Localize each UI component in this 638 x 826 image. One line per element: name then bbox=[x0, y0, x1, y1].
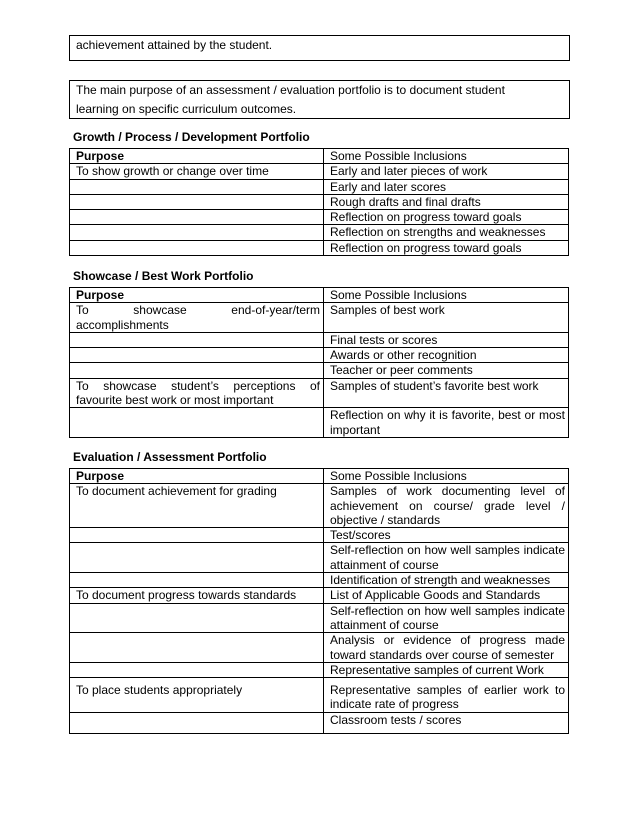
intro-text-box bbox=[69, 35, 570, 61]
purpose-text-line-2: learning on specific curriculum outcomes. bbox=[76, 102, 297, 116]
purpose-cell bbox=[70, 194, 324, 209]
table-row bbox=[70, 603, 569, 633]
inclusion-cell: Final tests or scores bbox=[324, 332, 569, 347]
purpose-text-line-1: The main purpose of an assessment / evaluation portfolio is to document student bbox=[76, 83, 505, 97]
inclusion-cell: Awards or other recognition bbox=[324, 348, 569, 363]
purpose-cell bbox=[70, 363, 324, 378]
purpose-cell: To show growth or change over time bbox=[70, 164, 324, 179]
purpose-cell bbox=[70, 573, 324, 588]
purpose-cell bbox=[70, 662, 324, 677]
table-row bbox=[70, 588, 569, 603]
inclusion-cell: Identification of strength and weaknesses bbox=[324, 573, 569, 588]
table-row bbox=[70, 712, 569, 733]
purpose-cell bbox=[70, 240, 324, 255]
inclusion-cell: Reflection on why it is favorite, best or most important bbox=[324, 408, 569, 438]
purpose-cell bbox=[70, 210, 324, 225]
growth-portfolio-heading: Growth / Process / Development Portfolio bbox=[73, 130, 310, 144]
inclusion-cell: Test/scores bbox=[324, 528, 569, 543]
inclusion-cell: Representative samples of earlier work to indicate rate of progress bbox=[324, 678, 569, 713]
showcase-portfolio-table bbox=[69, 287, 569, 438]
inclusion-cell: Teacher or peer comments bbox=[324, 363, 569, 378]
purpose-cell bbox=[70, 225, 324, 240]
inclusion-cell: Samples of student’s favorite best work bbox=[324, 378, 569, 408]
purpose-cell bbox=[70, 603, 324, 633]
purpose-cell bbox=[70, 348, 324, 363]
purpose-cell bbox=[70, 712, 324, 733]
purpose-cell bbox=[70, 408, 324, 438]
inclusions-header: Some Possible Inclusions bbox=[324, 288, 569, 303]
table-row bbox=[70, 573, 569, 588]
purpose-cell: To document achievement for grading bbox=[70, 484, 324, 528]
table-row bbox=[70, 240, 569, 255]
table-row bbox=[70, 378, 569, 408]
table-row bbox=[70, 179, 569, 194]
evaluation-portfolio-table bbox=[69, 468, 569, 734]
purpose-header: Purpose bbox=[70, 149, 324, 164]
purpose-cell bbox=[70, 633, 324, 663]
table-row bbox=[70, 164, 569, 179]
table-row bbox=[70, 303, 569, 333]
purpose-cell: To showcase end-of-year/term accomplishments bbox=[70, 303, 324, 333]
purpose-header: Purpose bbox=[70, 288, 324, 303]
showcase-portfolio-heading: Showcase / Best Work Portfolio bbox=[73, 269, 254, 283]
inclusion-cell: Reflection on progress toward goals bbox=[324, 240, 569, 255]
purpose-cell: To document progress towards standards bbox=[70, 588, 324, 603]
growth-portfolio-table bbox=[69, 148, 569, 256]
table-row bbox=[70, 194, 569, 209]
purpose-cell bbox=[70, 528, 324, 543]
purpose-cell: To showcase student’s perceptions of favourite best work or most important bbox=[70, 378, 324, 408]
table-row bbox=[70, 678, 569, 713]
table-row bbox=[70, 210, 569, 225]
purpose-cell bbox=[70, 179, 324, 194]
inclusion-cell: Rough drafts and final drafts bbox=[324, 194, 569, 209]
table-row bbox=[70, 662, 569, 677]
table-row bbox=[70, 408, 569, 438]
inclusions-header: Some Possible Inclusions bbox=[324, 469, 569, 484]
table-row bbox=[70, 332, 569, 347]
inclusion-cell: Analysis or evidence of progress made toward standards over course of semester bbox=[324, 633, 569, 663]
inclusion-cell: Reflection on progress toward goals bbox=[324, 210, 569, 225]
inclusion-cell: List of Applicable Goods and Standards bbox=[324, 588, 569, 603]
purpose-text-box bbox=[69, 80, 570, 119]
inclusion-cell: Early and later pieces of work bbox=[324, 164, 569, 179]
table-row bbox=[70, 363, 569, 378]
inclusion-cell: Early and later scores bbox=[324, 179, 569, 194]
inclusion-cell: Samples of best work bbox=[324, 303, 569, 333]
table-row bbox=[70, 348, 569, 363]
table-header-row bbox=[70, 469, 569, 484]
purpose-cell bbox=[70, 543, 324, 573]
inclusion-cell: Samples of work documenting level of achievement on course/ grade level / objective / standards bbox=[324, 484, 569, 528]
inclusion-cell: Self-reflection on how well samples indicate attainment of course bbox=[324, 603, 569, 633]
inclusion-cell: Reflection on strengths and weaknesses bbox=[324, 225, 569, 240]
inclusion-cell: Classroom tests / scores bbox=[324, 712, 569, 733]
inclusion-cell: Self-reflection on how well samples indicate attainment of course bbox=[324, 543, 569, 573]
purpose-header: Purpose bbox=[70, 469, 324, 484]
table-row bbox=[70, 633, 569, 663]
purpose-cell bbox=[70, 332, 324, 347]
purpose-cell: To place students appropriately bbox=[70, 678, 324, 713]
inclusion-cell: Representative samples of current Work bbox=[324, 662, 569, 677]
table-row bbox=[70, 225, 569, 240]
table-row bbox=[70, 484, 569, 528]
evaluation-portfolio-heading: Evaluation / Assessment Portfolio bbox=[73, 450, 267, 464]
intro-text: achievement attained by the student. bbox=[76, 38, 273, 52]
table-header-row bbox=[70, 288, 569, 303]
table-row bbox=[70, 543, 569, 573]
table-header-row bbox=[70, 149, 569, 164]
inclusions-header: Some Possible Inclusions bbox=[324, 149, 569, 164]
table-row bbox=[70, 528, 569, 543]
